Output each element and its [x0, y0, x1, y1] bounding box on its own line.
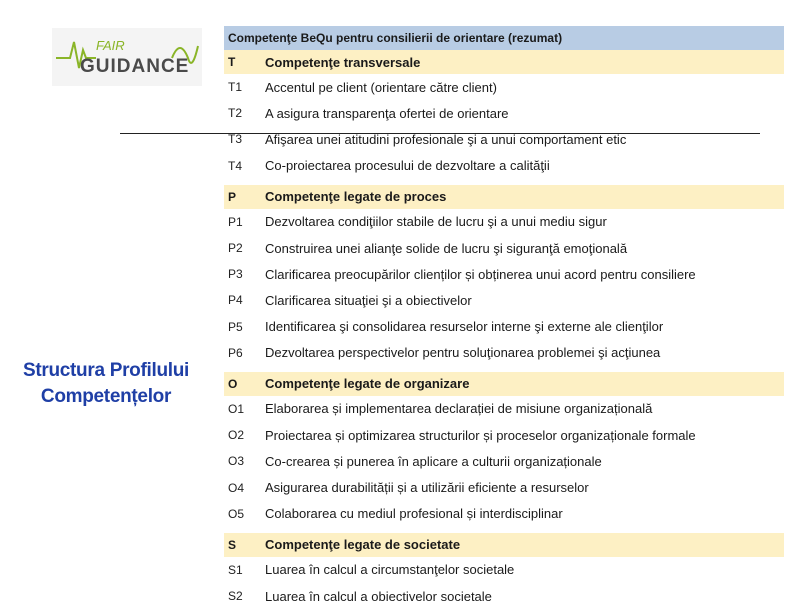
section-header — [224, 533, 784, 557]
competence-code: P3 — [228, 267, 243, 282]
competence-row — [224, 396, 784, 422]
section-title: Competenţe legate de organizare — [265, 376, 470, 392]
competence-row — [224, 501, 784, 527]
competence-row — [224, 153, 784, 179]
side-title — [0, 358, 212, 410]
competence-row — [224, 100, 784, 126]
competence-label: Dezvoltarea condiţiilor stabile de lucru şi a unui mediu sigur — [265, 214, 607, 230]
competence-code: O2 — [228, 428, 245, 443]
competence-row — [224, 448, 784, 474]
section-header — [224, 185, 784, 209]
section-code: T — [228, 55, 236, 69]
competence-row — [224, 209, 784, 235]
section-title: Competenţe legate de societate — [265, 537, 461, 553]
competence-label: Luarea în calcul a obiectivelor societale — [265, 588, 492, 604]
competence-label: Proiectarea și optimizarea structurilor și proceselor organizaționale formale — [265, 427, 696, 443]
competence-code: O5 — [228, 506, 245, 521]
competence-row — [224, 126, 784, 152]
competence-label: Elaborarea și implementarea declarației de misiune organizațională — [265, 401, 653, 417]
competence-row — [224, 340, 784, 366]
competence-code: P4 — [228, 293, 243, 308]
table-header: Competenţe BeQu pentru consilierii de orientare (rezumat) — [224, 26, 784, 50]
table-sections — [224, 50, 784, 609]
section-header — [224, 50, 784, 74]
side-title-line-1: Structura Profilului — [22, 360, 190, 381]
competence-label: Identificarea şi consolidarea resurselor interne şi externe ale clienţilor — [265, 319, 664, 335]
competence-label: Asigurarea durabilității și a utilizării eficiente a resurselor — [265, 480, 589, 496]
section-title: Competenţe legate de proces — [265, 189, 447, 205]
competence-label: Clarificarea situaţiei şi a obiectivelor — [265, 292, 472, 308]
competence-label: Dezvoltarea perspectivelor pentru soluţionarea problemei şi acţiunea — [265, 345, 661, 361]
competence-code: T1 — [228, 80, 243, 95]
competence-code: O4 — [228, 480, 245, 495]
competence-row — [224, 422, 784, 448]
competence-label: Afişarea unei atitudini profesionale şi a unui comportament etic — [265, 131, 627, 147]
section-t — [224, 50, 784, 179]
competence-label: A asigura transparenţa ofertei de orientare — [265, 105, 509, 121]
competence-row — [224, 261, 784, 287]
competence-code: T4 — [228, 158, 243, 173]
side-title-line-2: Competențelor — [40, 386, 172, 407]
competence-code: P6 — [228, 345, 243, 360]
competence-label: Clarificarea preocupărilor clienților și obținerea unui acord pentru consiliere — [265, 266, 696, 282]
section-title: Competenţe transversale — [265, 54, 421, 70]
competence-code: P2 — [228, 241, 243, 256]
competence-row — [224, 235, 784, 261]
competence-row — [224, 287, 784, 313]
competence-code: T2 — [228, 106, 243, 121]
competence-label: Accentul pe client (orientare către client) — [265, 79, 497, 95]
section-code: S — [228, 537, 237, 552]
competence-row — [224, 557, 784, 583]
section-header — [224, 372, 784, 396]
competence-code: T3 — [228, 132, 243, 147]
competence-label: Co-crearea și punerea în aplicare a culturii organizaționale — [265, 453, 602, 469]
competence-label: Colaborarea cu mediul profesional și interdisciplinar — [265, 506, 563, 522]
competence-code: O3 — [228, 454, 245, 469]
competence-label: Construirea unei alianţe solide de lucru şi siguranţă emoţională — [265, 240, 628, 256]
fair-guidance-logo — [52, 28, 202, 86]
competence-row — [224, 314, 784, 340]
fair-guidance-logo-icon — [52, 28, 202, 86]
svg-text:GUIDANCE: GUIDANCE — [80, 56, 190, 77]
section-p — [224, 185, 784, 366]
svg-text:FAIR: FAIR — [96, 38, 125, 53]
competence-code: S1 — [228, 562, 243, 577]
competence-label: Luarea în calcul a circumstanţelor societale — [265, 562, 515, 578]
competence-code: P5 — [228, 319, 243, 334]
competence-row — [224, 74, 784, 100]
competence-code: S2 — [228, 589, 243, 604]
competence-code: O1 — [228, 401, 245, 416]
competence-row — [224, 474, 784, 500]
competence-code: P1 — [228, 214, 243, 229]
section-o — [224, 372, 784, 527]
competence-row — [224, 583, 784, 609]
section-code: O — [228, 376, 238, 391]
competence-table — [224, 26, 784, 609]
section-code: P — [228, 189, 237, 204]
competence-label: Co-proiectarea procesului de dezvoltare a calităţii — [265, 158, 550, 174]
section-s — [224, 533, 784, 609]
